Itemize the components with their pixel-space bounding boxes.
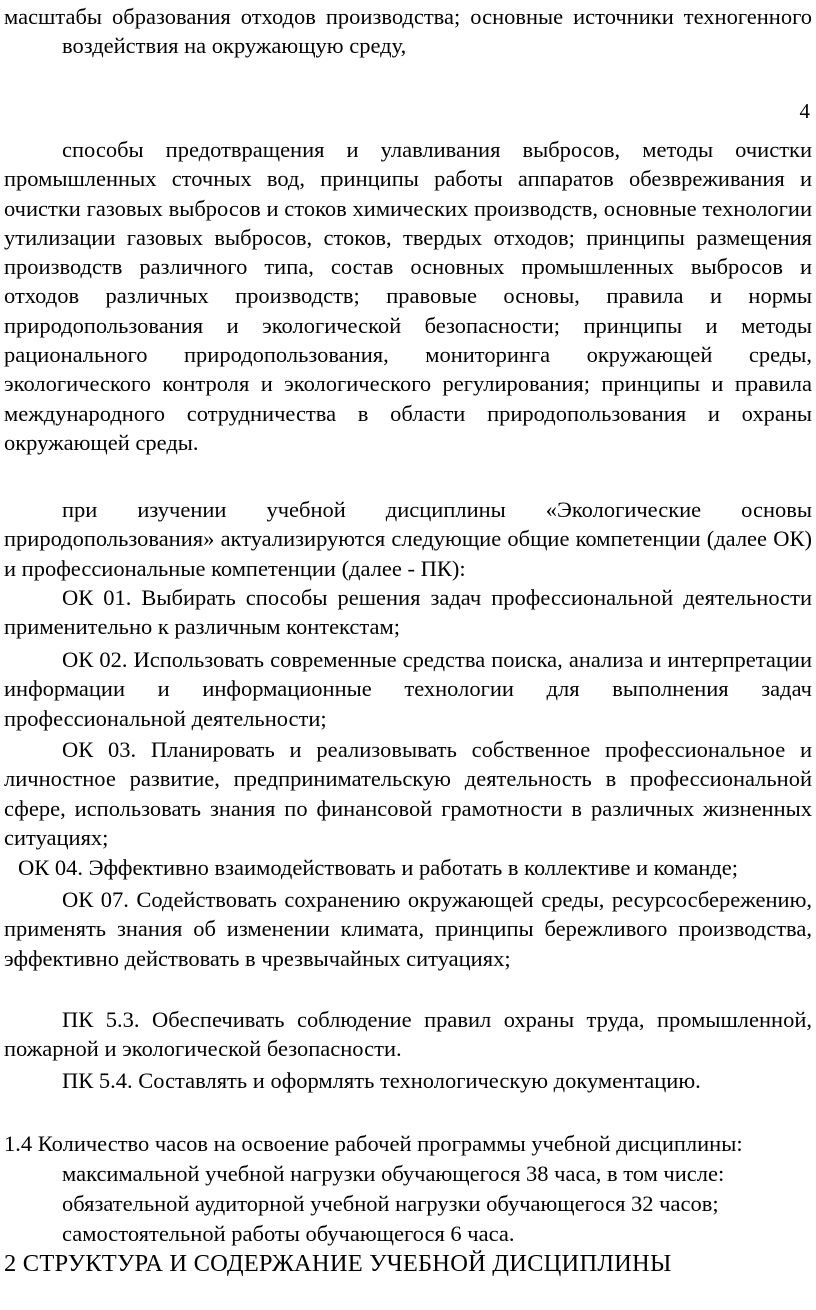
competency-pk54: ПК 5.4. Составлять и оформлять технологическую документацию.	[62, 1068, 701, 1093]
hours-class-load: обязательной аудиторной учебной нагрузки обучающегося 32 часов;	[62, 1191, 719, 1216]
page-number: 4	[799, 99, 810, 123]
hours-self-work: самостоятельной работы обучающегося 6 часа.	[62, 1221, 515, 1246]
hours-section	[4, 1129, 812, 1249]
paragraph-competencies-intro: при изучении учебной дисциплины «Экологические основы природопользования» актуализируются следующие общие компетенции (далее ОК) и профессиональные компетенции (далее - ПК):	[4, 497, 812, 581]
competency-ok01: ОК 01. Выбирать способы решения задач профессиональной деятельности применительно к различным контекстам;	[4, 585, 812, 640]
paragraph-pollution-sources: масштабы образования отходов производства; основные источники техногенного воздействия на окружающую среду,	[4, 4, 812, 59]
section-title: 2 СТРУКТУРА И СОДЕРЖАНИЕ УЧЕБНОЙ ДИСЦИПЛИНЫ	[4, 1250, 672, 1277]
paragraph-methods-principles: способы предотвращения и улавливания выбросов, методы очистки промышленных сточных вод, принципы работы аппаратов обезвреживания и очистки газовых выбросов и стоков химических производств, основные технологии утилизации газовых выбросов, стоков, твердых отходов; принципы размещения производств различного типа, состав основных промышленных выбросов и отходов различных производств; правовые основы, правила и нормы природопользования и экологической безопасности; принципы и методы рационального природопользования, мониторинга окружающей среды, экологического контроля и экологического регулирования; принципы и правила международного сотрудничества в области природопользования и охраны окружающей среды.	[4, 137, 812, 455]
competency-ok04: ОК 04. Эффективно взаимодействовать и работать в коллективе и команде;	[18, 855, 739, 880]
hours-heading: 1.4 Количество часов на освоение рабочей программы учебной дисциплины:	[4, 1131, 743, 1156]
competency-ok07: ОК 07. Содействовать сохранению окружающей среды, ресурсосбережению, применять знания об изменении климата, принципы бережливого производства, эффективно действовать в чрезвычайных ситуациях;	[4, 887, 812, 971]
competency-ok02: ОК 02. Использовать современные средства поиска, анализа и интерпретации информации и информационные технологии для выполнения задач профессиональной деятельности;	[4, 647, 812, 731]
hours-max-load: максимальной учебной нагрузки обучающегося 38 часа, в том числе:	[62, 1161, 725, 1186]
competency-ok03: ОК 03. Планировать и реализовывать собственное профессиональное и личностное развитие, предпринимательскую деятельность в профессиональной сфере, использовать знания по финансовой грамотности в различных жизненных ситуациях;	[4, 737, 812, 850]
competency-pk53: ПК 5.3. Обеспечивать соблюдение правил охраны труда, промышленной, пожарной и экологической безопасности.	[4, 1007, 812, 1062]
